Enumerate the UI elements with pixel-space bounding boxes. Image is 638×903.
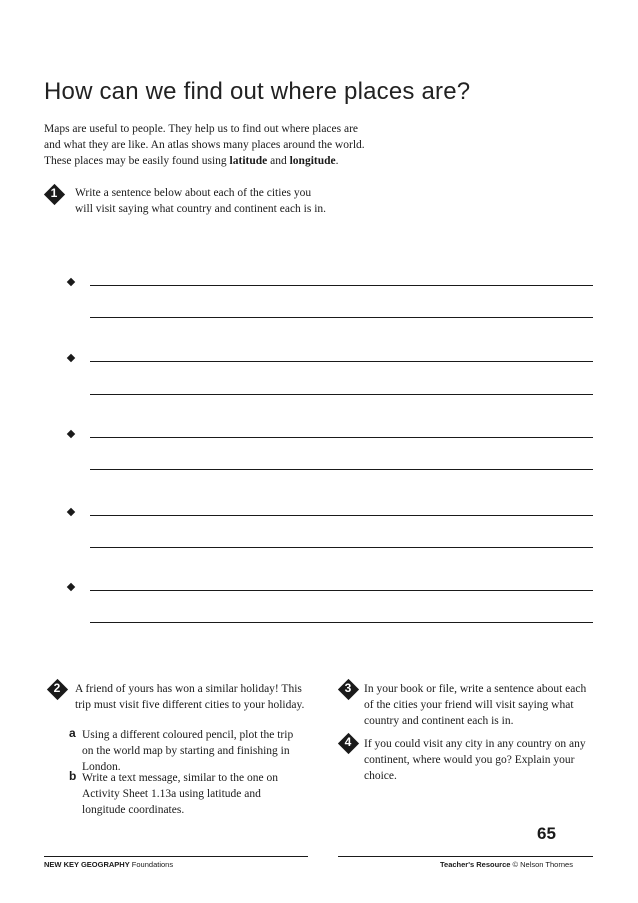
footer-right [440, 860, 573, 869]
page-number: 65 [537, 824, 556, 843]
bullet-5 [67, 583, 75, 591]
intro-paragraph [44, 121, 374, 169]
keyword-latitude: latitude [229, 155, 268, 167]
footer-series-rest: Foundations [129, 860, 174, 869]
write-line[interactable] [90, 469, 593, 470]
write-line[interactable] [90, 394, 593, 395]
task-4-number: 4 [344, 735, 352, 749]
write-line[interactable] [90, 437, 593, 438]
task-2a-text: Using a different coloured pencil, plot the trip on the world map by starting and finishing in London. [82, 729, 294, 773]
intro-text: Maps are useful to people. They help us to find out where places are and what they are like. An atlas shows many places around the world. These places may be easily found using [44, 123, 365, 167]
task-2-text: A friend of yours has won a similar holiday! This trip must visit five different cities to your holiday. [75, 683, 305, 711]
intro-and: and [267, 155, 290, 167]
bullet-4 [67, 508, 75, 516]
footer-resource: Teacher's Resource [440, 860, 511, 869]
bullet-3 [67, 430, 75, 438]
task-1-text: Write a sentence below about each of the cities you will visit saying what country and continent each is in. [75, 187, 327, 215]
write-line[interactable] [90, 515, 593, 516]
intro-end: . [335, 155, 339, 167]
footer-left [44, 860, 173, 869]
task-1-number: 1 [50, 186, 58, 200]
task-2b-text: Write a text message, similar to the one on Activity Sheet 1.13a using latitude and longitude coordinates. [82, 772, 278, 816]
write-line[interactable] [90, 622, 593, 623]
write-line[interactable] [90, 547, 593, 548]
task-3-text: In your book or file, write a sentence about each of the cities your friend will visit saying what country and continent each is in. [364, 683, 587, 727]
write-line[interactable] [90, 361, 593, 362]
footer-rule-left [44, 856, 308, 857]
footer-copyright: © Nelson Thornes [510, 860, 573, 869]
bullet-1 [67, 278, 75, 286]
footer-rule-right [338, 856, 593, 857]
bullet-2 [67, 354, 75, 362]
task-2-number: 2 [53, 681, 61, 695]
write-line[interactable] [90, 285, 593, 286]
task-2b-letter: b [69, 769, 77, 783]
footer-series: NEW KEY GEOGRAPHY [44, 860, 130, 869]
keyword-longitude: longitude [289, 155, 336, 167]
task-2a-letter: a [69, 726, 76, 740]
task-3-number: 3 [344, 681, 352, 695]
task-4-text: If you could visit any city in any country on any continent, where would you go? Explain your choice. [364, 738, 586, 782]
write-line[interactable] [90, 317, 593, 318]
page-title: How can we find out where places are? [44, 78, 471, 105]
write-line[interactable] [90, 590, 593, 591]
